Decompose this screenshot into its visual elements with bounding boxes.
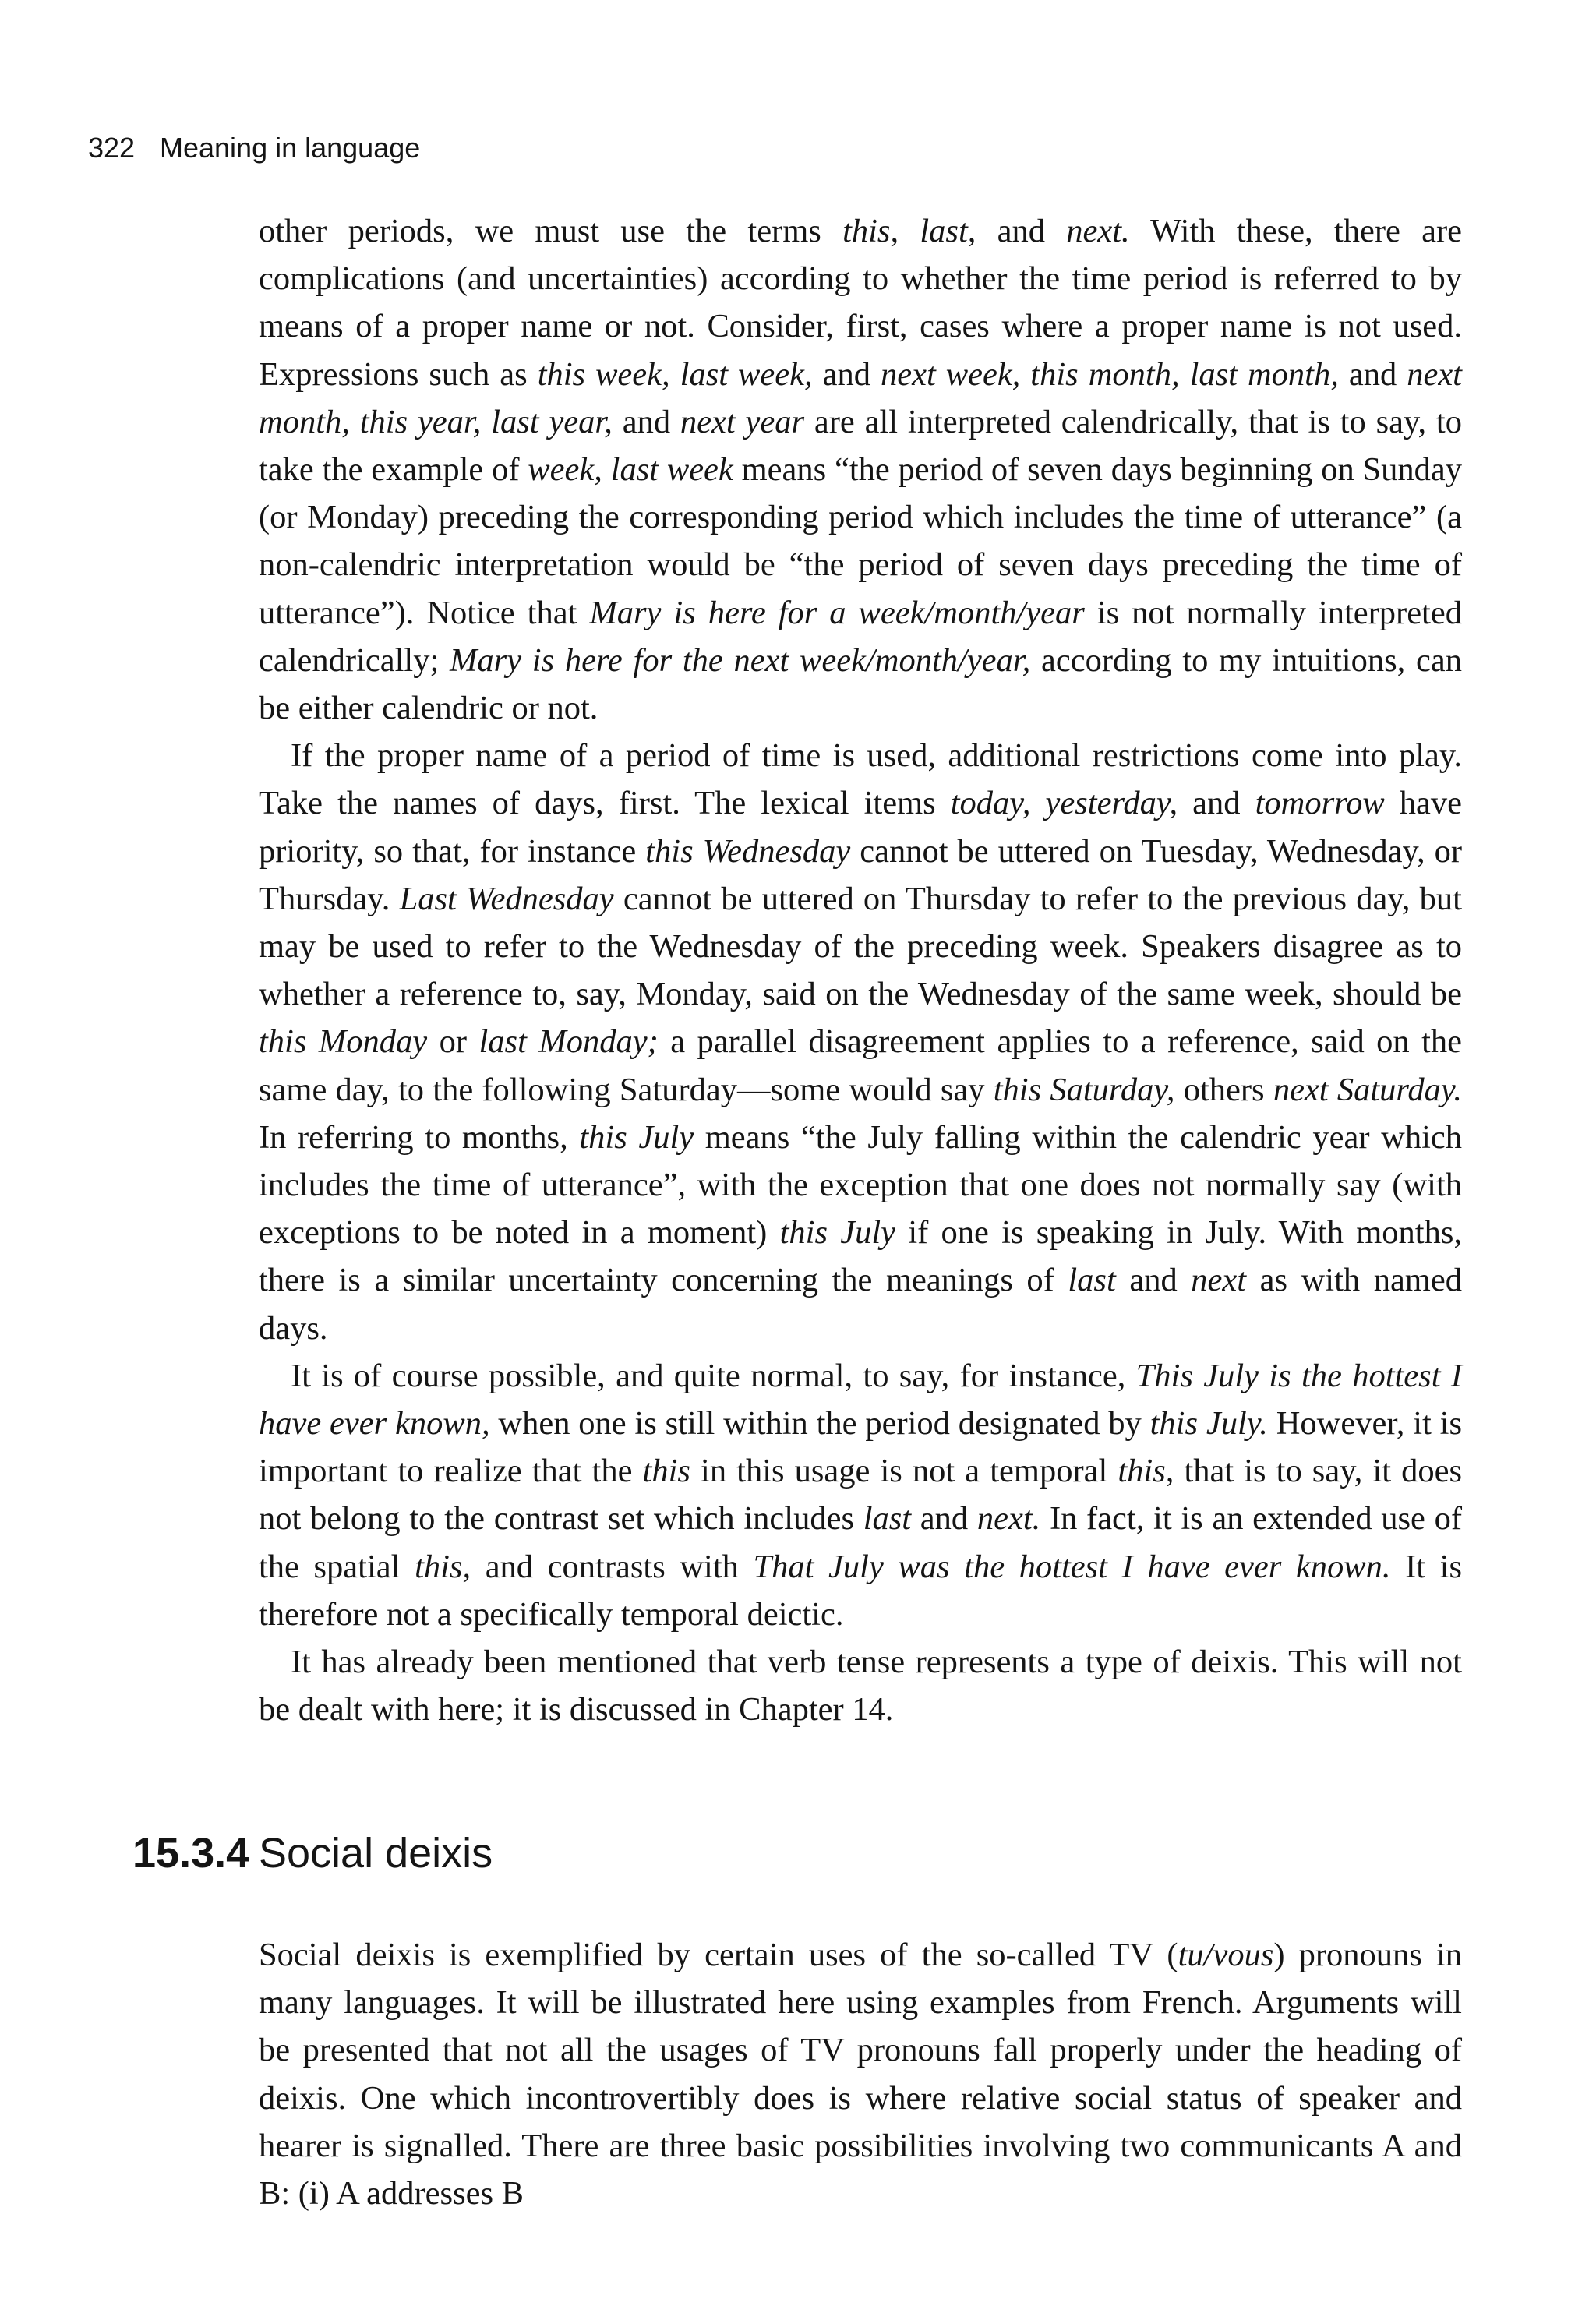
text-run: means “the July falling within the calendric year which includes the time of utterance”, with the exception that one does not normally say (with exceptions to be noted in a moment) [259, 1118, 1463, 1252]
text-run: and [812, 355, 881, 393]
italic-text: this, [1118, 1453, 1174, 1490]
italic-text: this Monday [259, 1023, 428, 1061]
text-run: a parallel disagreement applies to a reference, said on the same day, to the following Saturday—some would say [259, 1023, 1463, 1108]
text-run: and [976, 213, 1067, 249]
text-run: It is therefore not a specifically temporal deictic. [259, 1548, 1462, 1633]
italic-text: this July [579, 1118, 694, 1156]
text-run: and contrasts with [471, 1548, 754, 1585]
italic-text: That July was the hottest I have ever known. [753, 1548, 1391, 1585]
italic-text: next Saturday. [1273, 1071, 1462, 1108]
italic-text: this July [779, 1214, 896, 1252]
text-run: in this usage is not a temporal [690, 1453, 1118, 1490]
text-run: However, it is important to realize that the [259, 1405, 1462, 1490]
text-run: and [1338, 355, 1407, 393]
text-run: when one is still within the period designated by [489, 1405, 1150, 1443]
italic-text: this [642, 1453, 690, 1490]
paragraph [259, 732, 1462, 1352]
italic-text: tomorrow [1255, 785, 1385, 822]
italic-text: Last Wednesday [399, 880, 614, 917]
text-run: ) pronouns in many languages. It will be illustrated here using examples from French. Arguments will be presented that not all the usages of TV pronouns fall properly under the heading of deixis. One which incontrovertibly does is where relative social status of speaker and hearer is signalled. There are three basic possibilities involving two communicants A and B: (i) A addresses B [259, 1937, 1462, 2212]
text-run: according to my intuitions, can be either calendric or not. [259, 641, 1462, 727]
text-run: that is to say, it does not belong to the contrast set which includes [259, 1453, 1462, 1538]
section-number: 15.3.4 [132, 1830, 250, 1877]
italic-text: next year [680, 403, 805, 440]
italic-text: next week, this month, last month, [880, 355, 1339, 393]
italic-text: this week, last week, [537, 355, 813, 393]
italic-text: today, yesterday, [950, 785, 1178, 822]
section-title: Social deixis [259, 1830, 493, 1877]
italic-text: this, last, [842, 213, 976, 249]
text-run: It has already been mentioned that verb tense represents a type of deixis. This will not be dealt with here; it is discussed in Chapter 14. [259, 1644, 1462, 1729]
text-run: means “the period of seven days beginning on Sunday (or Monday) preceding the corresponding period which includes the time of utterance” (a non-calendric interpretation would be “the period of seven days preceding the time of utterance”). Notice that [259, 451, 1462, 631]
text-run: and [1115, 1262, 1192, 1299]
italic-text: this Saturday, [993, 1071, 1175, 1108]
italic-text: This July is the hottest I have ever known, [259, 1357, 1462, 1443]
text-run: cannot be uttered on Thursday to refer to the previous day, but may be used to refer to the Wednesday of the preceding week. Speakers disagree as to whether a reference to, say, Monday, said on the Wednesday of the same week, should be [259, 880, 1462, 1013]
italic-text: next. [976, 1500, 1041, 1538]
italic-text: next month, this year, last year, [259, 355, 1462, 440]
text-run: are all interpreted calendrically, that is to say, to take the example of [259, 403, 1462, 489]
text-run: Social deixis is exemplified by certain uses of the so-called TV ( [259, 1937, 1178, 1973]
text-run: and [612, 403, 680, 440]
body-text [259, 207, 1462, 1734]
italic-text: this Wednesday [645, 832, 851, 870]
text-run: cannot be uttered on Tuesday, Wednesday, or Thursday. [259, 832, 1462, 917]
italic-text: week, last week [528, 451, 733, 489]
text-run: others [1174, 1071, 1273, 1108]
text-run: have priority, so that, for instance [259, 785, 1462, 870]
section-heading [132, 1828, 493, 1879]
text-run: and [1178, 785, 1255, 822]
page-number: 322 [88, 132, 136, 164]
italic-text: next [1191, 1262, 1247, 1299]
text-run: if one is speaking in July. With months, there is a similar uncertainty concerning the meanings of [259, 1214, 1462, 1299]
text-run: In fact, it is an extended use of the spatial [259, 1500, 1462, 1585]
section-body-text [259, 1931, 1462, 2217]
paragraph [259, 1931, 1462, 2217]
text-run: It is of course possible, and quite normal, to say, for instance, [291, 1357, 1136, 1394]
italic-text: this July. [1149, 1405, 1268, 1443]
text-run: If the proper name of a period of time is used, additional restrictions come into play. Take the names of days, first. The lexical items [259, 737, 1462, 822]
text-run: as with named days. [259, 1262, 1462, 1347]
italic-text: tu/vous [1178, 1937, 1274, 1973]
text-run: In referring to months, [259, 1118, 580, 1156]
italic-text: Mary is here for a week/month/year [589, 594, 1085, 631]
text-run: is not normally interpreted calendrically; [259, 594, 1462, 679]
italic-text: next. [1066, 213, 1130, 249]
paragraph [259, 207, 1462, 732]
running-head [88, 131, 420, 165]
paragraph [259, 1638, 1462, 1733]
text-run: and [911, 1500, 977, 1538]
text-run: other periods, we must use the terms [259, 213, 843, 249]
text-run: With these, there are complications (and uncertainties) according to whether the time period is referred to by means of a proper name or not. Consider, first, cases where a proper name is not used. Expressions such as [259, 213, 1462, 393]
italic-text: last [1068, 1262, 1116, 1299]
italic-text: last [863, 1500, 912, 1538]
italic-text: Mary is here for the next week/month/year, [450, 641, 1031, 679]
running-title: Meaning in language [160, 132, 421, 164]
italic-text: last Monday; [478, 1023, 659, 1061]
paragraph [259, 1352, 1462, 1638]
italic-text: this, [415, 1548, 471, 1585]
text-run: or [427, 1023, 479, 1061]
